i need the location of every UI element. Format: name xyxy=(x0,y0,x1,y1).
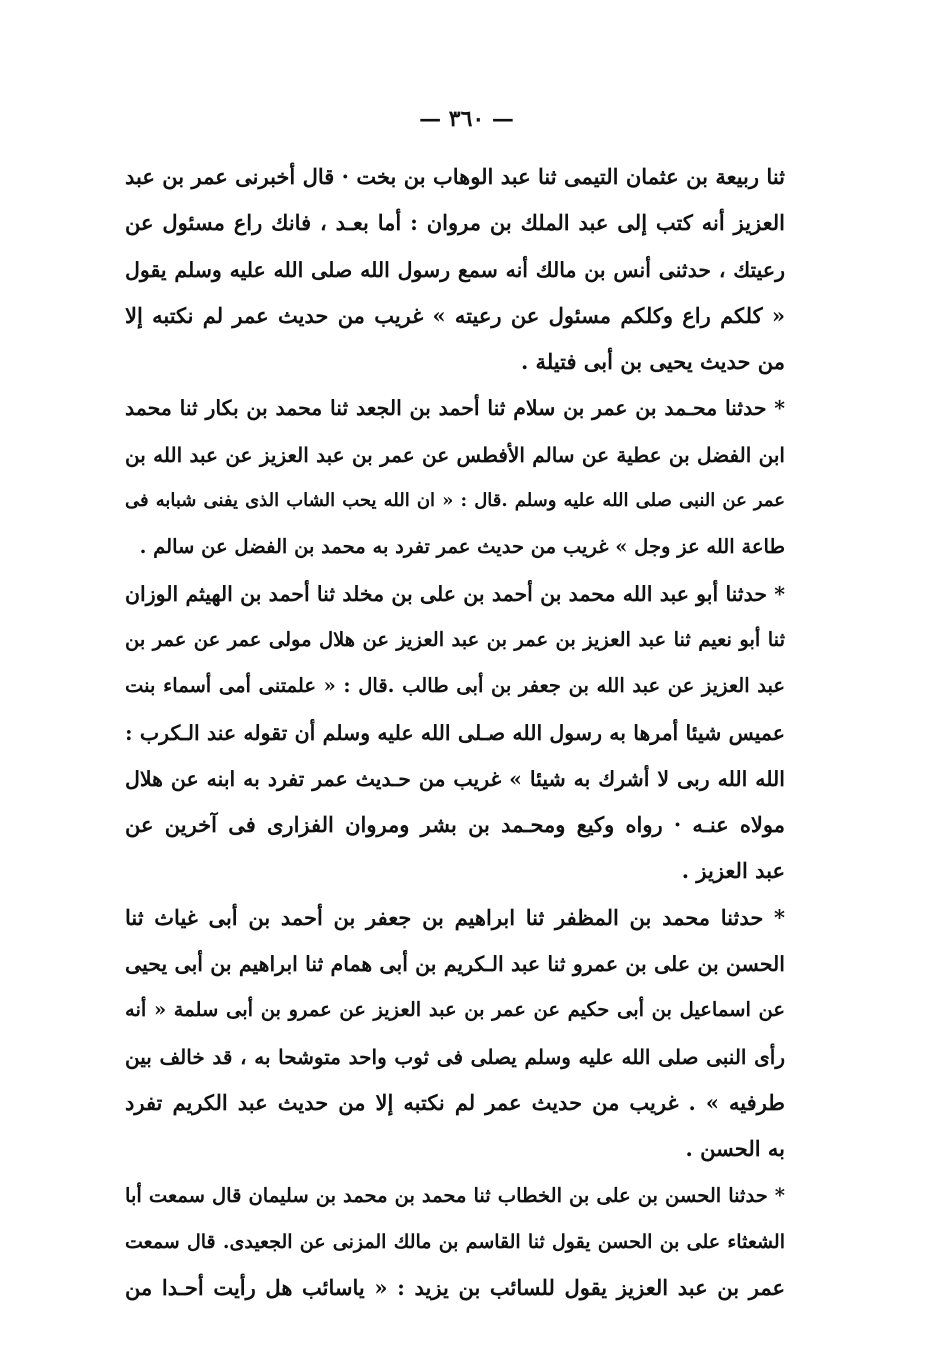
text-line: الشعثاء على بن الحسن يقول ثنا القاسم بن مالك المزنى عن الجعيدى. قال سمعت xyxy=(125,1230,785,1253)
text-line: ابن الفضل بن عطية عن سالم الأفطس عن عمر بن عبد العزيز عن عبد الله بن xyxy=(125,442,785,467)
text-line: من حديث يحيى بن أبى فتيلة . xyxy=(520,349,785,375)
text-line: عمر بن عبد العزيز يقول للسائب بن يزيد : « ياسائب هل رأيت أحـدا من xyxy=(125,1275,785,1301)
text-line: طرفيه » . غريب من حديث عمر لم نكتبه إلا من حديث عبد الكريم تفرد xyxy=(125,1089,785,1115)
text-line: * حدثنا أبو عبد الله محمد بن أحمد بن على بن مخلد ثنا أحمد بن الهيثم الوزان xyxy=(125,581,785,606)
text-line: الحسن بن على بن عمرو ثنا عبد الـكريم بن أبى همام ثنا ابراهيم بن أبى يحيى xyxy=(125,952,785,977)
text-line: الله الله ربى لا أشرك به شيئا » غريب من حـديث عمر تفرد به ابنه عن هلال xyxy=(125,766,785,791)
body-text xyxy=(125,154,785,1311)
text-line: رعيتك ، حدثنى أنس بن مالك أنه سمع رسول الله صلى الله عليه وسلم يقول xyxy=(125,257,785,282)
text-line: عبد العزيز . xyxy=(681,858,785,884)
page-number: — ٣٦٠ — xyxy=(419,106,514,132)
text-line: به الحسن . xyxy=(685,1136,785,1162)
text-line: ثنا أبو نعيم ثنا عبد العزيز بن عمر بن عبد العزيز عن هلال مولى عمر عن عمر بن xyxy=(125,627,785,651)
text-line: « كلكم راع وكلكم مسئول عن رعيته » غريب من حديث عمر لم نكتبه إلا xyxy=(125,302,785,328)
text-line: عبد العزيز عن عبد الله بن جعفر بن أبى طالب .قال : « علمتنى أمى أسماء بنت xyxy=(125,674,785,698)
text-line: * حدثنا الحسن بن على بن الخطاب ثنا محمد بن محمد بن سليمان قال سمعت أبا xyxy=(125,1183,785,1207)
text-line: * حدثنا محمد بن المظفر ثنا ابراهيم بن جعفر بن أحمد بن أبى غياث ثنا xyxy=(125,904,785,930)
text-line: مولاه عنـه · رواه وكيع ومحـمد بن بشر ومروان الفزارى فى آخرين عن xyxy=(125,812,785,838)
text-line: * حدثنا محـمد بن عمر بن سلام ثنا أحمد بن الجعد ثنا محمد بن بكار ثنا محمد xyxy=(125,396,785,421)
text-line: ثنا ربيعة بن عثمان التيمى ثنا عبد الوهاب بن بخت · قال أخبرنى عمر بن عبد xyxy=(125,164,785,189)
text-line: عن اسماعيل بن أبى حكيم عن عمر بن عبد العزيز عن عمرو بن أبى سلمة « أنه xyxy=(125,998,785,1022)
text-line: عميس شيئا أمرها به رسول الله صـلى الله عليه وسلم أن تقوله عند الـكرب : xyxy=(125,720,785,745)
text-line: العزيز أنه كتب إلى عبد الملك بن مروان : أما بعـد ، فانك راع مسئول عن xyxy=(125,210,785,236)
text-line: عمر عن النبى صلى الله عليه وسلم .قال : « ان الله يحب الشاب الذى يفنى شبابه فى xyxy=(125,490,785,512)
text-line: طاعة الله عز وجل » غريب من حديث عمر تفرد به محمد بن الفضل عن سالم . xyxy=(139,535,785,559)
text-line: رأى النبى صلى الله عليه وسلم يصلى فى ثوب واحد متوشحا به ، قد خالف بين xyxy=(125,1044,785,1069)
